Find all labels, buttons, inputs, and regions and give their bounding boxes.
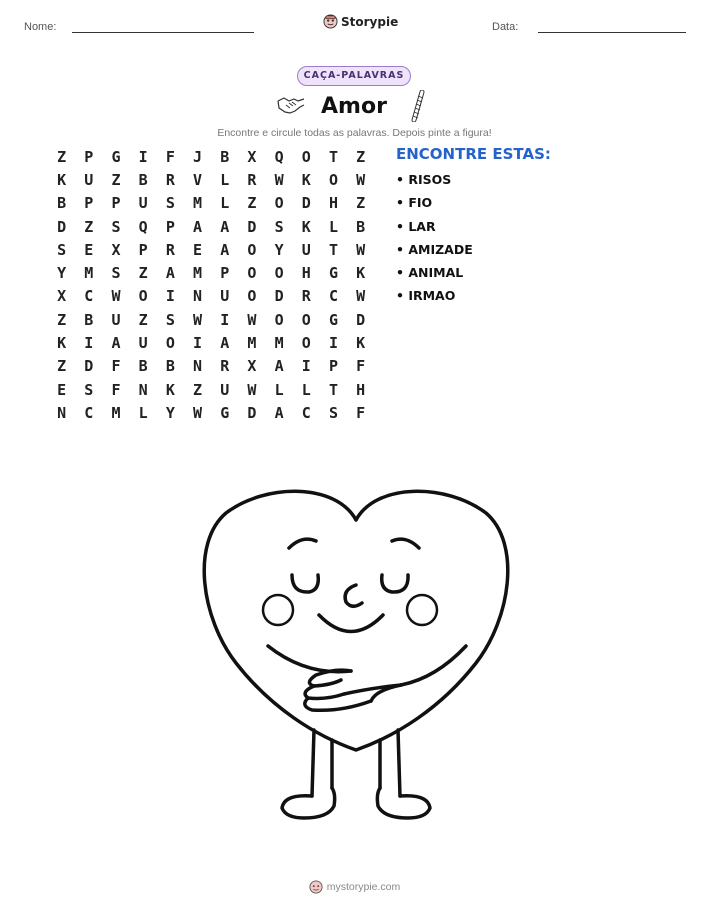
grid-letter[interactable]: E — [193, 240, 203, 259]
grid-letter[interactable]: M — [193, 194, 203, 213]
grid-letter[interactable]: Y — [165, 403, 175, 422]
grid-row — [48, 145, 374, 168]
date-label: Data: — [492, 21, 519, 33]
grid-letter[interactable]: K — [301, 170, 311, 189]
grid-letter[interactable]: W — [356, 240, 366, 259]
grid-letter[interactable]: D — [301, 194, 311, 213]
grid-letter[interactable]: S — [328, 403, 338, 422]
grid-letter[interactable]: B — [138, 170, 148, 189]
grid-letter[interactable]: F — [111, 357, 121, 376]
grid-letter[interactable]: D — [247, 217, 257, 236]
grid-row — [48, 378, 374, 401]
grid-letter[interactable]: I — [193, 334, 203, 353]
grid-letter[interactable]: M — [84, 264, 94, 283]
grid-letter[interactable]: R — [247, 170, 257, 189]
grid-letter[interactable]: Q — [138, 217, 148, 236]
footer — [0, 880, 709, 897]
grid-letter[interactable]: C — [328, 287, 338, 306]
grid-row — [48, 331, 374, 354]
grid-letter[interactable]: W — [193, 310, 203, 329]
word-list-title: ENCONTRE ESTAS: — [396, 145, 551, 163]
grid-letter[interactable]: B — [165, 357, 175, 376]
grid-letter[interactable]: O — [274, 310, 284, 329]
page-title: Amor — [321, 94, 387, 119]
grid-letter[interactable]: I — [84, 334, 94, 353]
grid-letter[interactable]: N — [57, 403, 67, 422]
grid-letter[interactable]: A — [274, 403, 284, 422]
grid-letter[interactable]: L — [274, 380, 284, 399]
grid-letter[interactable]: W — [193, 403, 203, 422]
grid-letter[interactable]: U — [111, 310, 121, 329]
grid-letter[interactable]: O — [165, 334, 175, 353]
grid-letter[interactable]: Z — [84, 217, 94, 236]
word-list-item: • ANIMAL — [396, 265, 464, 281]
grid-letter[interactable]: U — [301, 240, 311, 259]
grid-row — [48, 238, 374, 261]
grid-letter[interactable]: F — [356, 403, 366, 422]
name-label: Nome: — [24, 21, 57, 33]
grid-letter[interactable]: G — [111, 147, 121, 166]
grid-letter[interactable]: C — [84, 403, 94, 422]
grid-row — [48, 308, 374, 331]
grid-letter[interactable]: D — [84, 357, 94, 376]
grid-letter[interactable]: V — [193, 170, 203, 189]
storypie-logo-icon — [323, 14, 338, 29]
word-list-item: • LAR — [396, 218, 436, 234]
grid-letter[interactable]: Y — [274, 240, 284, 259]
grid-letter[interactable]: O — [301, 147, 311, 166]
grid-letter[interactable]: R — [165, 170, 175, 189]
grid-letter[interactable]: X — [111, 240, 121, 259]
grid-letter[interactable]: X — [247, 357, 257, 376]
grid-letter[interactable]: S — [274, 217, 284, 236]
grid-letter[interactable]: O — [274, 194, 284, 213]
grid-letter[interactable]: P — [138, 240, 148, 259]
grid-letter[interactable]: L — [220, 170, 230, 189]
grid-letter[interactable]: I — [328, 334, 338, 353]
brand-name: Storypie — [341, 14, 399, 29]
grid-letter[interactable]: O — [138, 287, 148, 306]
grid-letter[interactable]: O — [301, 310, 311, 329]
grid-letter[interactable]: F — [165, 147, 175, 166]
name-line[interactable] — [72, 32, 254, 33]
grid-letter[interactable]: G — [220, 403, 230, 422]
grid-letter[interactable]: U — [84, 170, 94, 189]
grid-letter[interactable]: Z — [111, 170, 121, 189]
grid-letter[interactable]: T — [328, 240, 338, 259]
word-list-item: • RISOS — [396, 172, 452, 187]
grid-letter[interactable]: K — [165, 380, 175, 399]
grid-letter[interactable]: Z — [57, 357, 67, 376]
grid-letter[interactable]: H — [356, 380, 366, 399]
grid-letter[interactable]: I — [138, 147, 148, 166]
grid-letter[interactable]: O — [247, 287, 257, 306]
grid-letter[interactable]: Z — [57, 310, 67, 329]
grid-letter[interactable]: A — [274, 357, 284, 376]
grid-letter[interactable]: S — [111, 217, 121, 236]
grid-letter[interactable]: L — [138, 403, 148, 422]
grid-letter[interactable]: O — [328, 170, 338, 189]
grid-letter[interactable]: M — [193, 264, 203, 283]
word-list-item: • FIO — [396, 195, 433, 211]
grid-row — [48, 261, 374, 284]
grid-letter[interactable]: B — [220, 147, 230, 166]
grid-letter[interactable]: L — [220, 194, 230, 213]
grid-letter[interactable]: F — [356, 357, 366, 376]
grid-letter[interactable]: B — [84, 310, 94, 329]
grid-letter[interactable]: O — [274, 264, 284, 283]
grid-letter[interactable]: M — [247, 334, 257, 353]
grid-letter[interactable]: M — [111, 403, 121, 422]
grid-letter[interactable]: D — [356, 310, 366, 329]
grid-letter[interactable]: W — [356, 287, 366, 306]
hugging-heart-illustration — [196, 478, 516, 828]
grid-letter[interactable]: X — [247, 147, 257, 166]
grid-letter[interactable]: C — [301, 403, 311, 422]
grid-letter[interactable]: O — [301, 334, 311, 353]
letter-grid — [48, 145, 374, 425]
grid-letter[interactable]: O — [247, 264, 257, 283]
grid-letter[interactable]: S — [57, 240, 67, 259]
grid-letter[interactable]: Q — [274, 147, 284, 166]
grid-letter[interactable]: S — [165, 310, 175, 329]
grid-letter[interactable]: M — [274, 334, 284, 353]
grid-letter[interactable]: Y — [57, 264, 67, 283]
grid-letter[interactable]: D — [247, 403, 257, 422]
word-list-item: • AMIZADE — [396, 241, 473, 257]
grid-letter[interactable]: K — [57, 334, 67, 353]
grid-letter[interactable]: N — [138, 380, 148, 399]
grid-letter[interactable]: A — [193, 217, 203, 236]
grid-letter[interactable]: L — [301, 380, 311, 399]
grid-letter[interactable]: N — [193, 287, 203, 306]
grid-row — [48, 355, 374, 378]
grid-letter[interactable]: T — [328, 147, 338, 166]
grid-letter[interactable]: K — [356, 264, 366, 283]
puzzle-type-badge: CAÇA-PALAVRAS — [297, 66, 411, 86]
grid-row — [48, 192, 374, 215]
grid-letter[interactable]: A — [165, 264, 175, 283]
rope-icon — [408, 90, 428, 122]
grid-letter[interactable]: Z — [356, 194, 366, 213]
grid-letter[interactable]: W — [247, 310, 257, 329]
storypie-logo-icon — [309, 880, 323, 894]
grid-letter[interactable]: R — [301, 287, 311, 306]
grid-letter[interactable]: R — [220, 357, 230, 376]
grid-letter[interactable]: A — [220, 334, 230, 353]
grid-letter[interactable]: E — [57, 380, 67, 399]
grid-letter[interactable]: I — [165, 287, 175, 306]
grid-letter[interactable]: R — [165, 240, 175, 259]
grid-letter[interactable]: P — [84, 194, 94, 213]
word-list-item: • IRMAO — [396, 288, 456, 304]
grid-letter[interactable]: P — [111, 194, 121, 213]
grid-letter[interactable]: W — [274, 170, 284, 189]
grid-letter[interactable]: G — [328, 310, 338, 329]
grid-letter[interactable]: H — [328, 194, 338, 213]
grid-letter[interactable]: W — [111, 287, 121, 306]
grid-row — [48, 168, 374, 191]
grid-letter[interactable]: C — [84, 287, 94, 306]
grid-letter[interactable]: B — [356, 217, 366, 236]
grid-letter[interactable]: U — [138, 334, 148, 353]
grid-letter[interactable]: F — [111, 380, 121, 399]
handshake-icon — [276, 93, 306, 117]
grid-letter[interactable]: U — [220, 380, 230, 399]
grid-letter[interactable]: G — [328, 264, 338, 283]
grid-letter[interactable]: S — [111, 264, 121, 283]
grid-letter[interactable]: N — [193, 357, 203, 376]
grid-letter[interactable]: J — [193, 147, 203, 166]
grid-letter[interactable]: P — [165, 217, 175, 236]
date-line[interactable] — [538, 32, 686, 33]
grid-letter[interactable]: I — [220, 310, 230, 329]
grid-letter[interactable]: Z — [247, 194, 257, 213]
grid-letter[interactable]: W — [247, 380, 257, 399]
grid-letter[interactable]: K — [356, 334, 366, 353]
word-list — [396, 172, 473, 312]
grid-letter[interactable]: Z — [138, 310, 148, 329]
grid-letter[interactable]: S — [84, 380, 94, 399]
grid-letter[interactable]: W — [356, 170, 366, 189]
footer-url[interactable]: mystorypie.com — [326, 881, 401, 893]
grid-letter[interactable]: T — [328, 380, 338, 399]
grid-letter[interactable]: Z — [193, 380, 203, 399]
grid-letter[interactable]: E — [84, 240, 94, 259]
grid-letter[interactable]: K — [301, 217, 311, 236]
grid-letter[interactable]: X — [57, 287, 67, 306]
grid-letter[interactable]: H — [301, 264, 311, 283]
instructions: Encontre e circule todas as palavras. Depois pinte a figura! — [217, 127, 492, 139]
grid-letter[interactable]: P — [220, 264, 230, 283]
grid-letter[interactable]: I — [301, 357, 311, 376]
grid-letter[interactable]: U — [220, 287, 230, 306]
grid-letter[interactable]: L — [328, 217, 338, 236]
grid-letter[interactable]: U — [138, 194, 148, 213]
grid-letter[interactable]: B — [57, 194, 67, 213]
grid-letter[interactable]: D — [57, 217, 67, 236]
grid-letter[interactable]: P — [328, 357, 338, 376]
grid-letter[interactable]: O — [247, 240, 257, 259]
grid-letter[interactable]: A — [220, 240, 230, 259]
grid-letter[interactable]: B — [138, 357, 148, 376]
grid-row — [48, 401, 374, 424]
grid-letter[interactable]: A — [220, 217, 230, 236]
grid-letter[interactable]: D — [274, 287, 284, 306]
grid-row — [48, 285, 374, 308]
grid-letter[interactable]: S — [165, 194, 175, 213]
brand-header — [323, 14, 398, 29]
grid-letter[interactable]: A — [111, 334, 121, 353]
grid-letter[interactable]: Z — [138, 264, 148, 283]
grid-letter[interactable]: Z — [57, 147, 67, 166]
grid-row — [48, 215, 374, 238]
grid-letter[interactable]: P — [84, 147, 94, 166]
grid-letter[interactable]: Z — [356, 147, 366, 166]
grid-letter[interactable]: K — [57, 170, 67, 189]
